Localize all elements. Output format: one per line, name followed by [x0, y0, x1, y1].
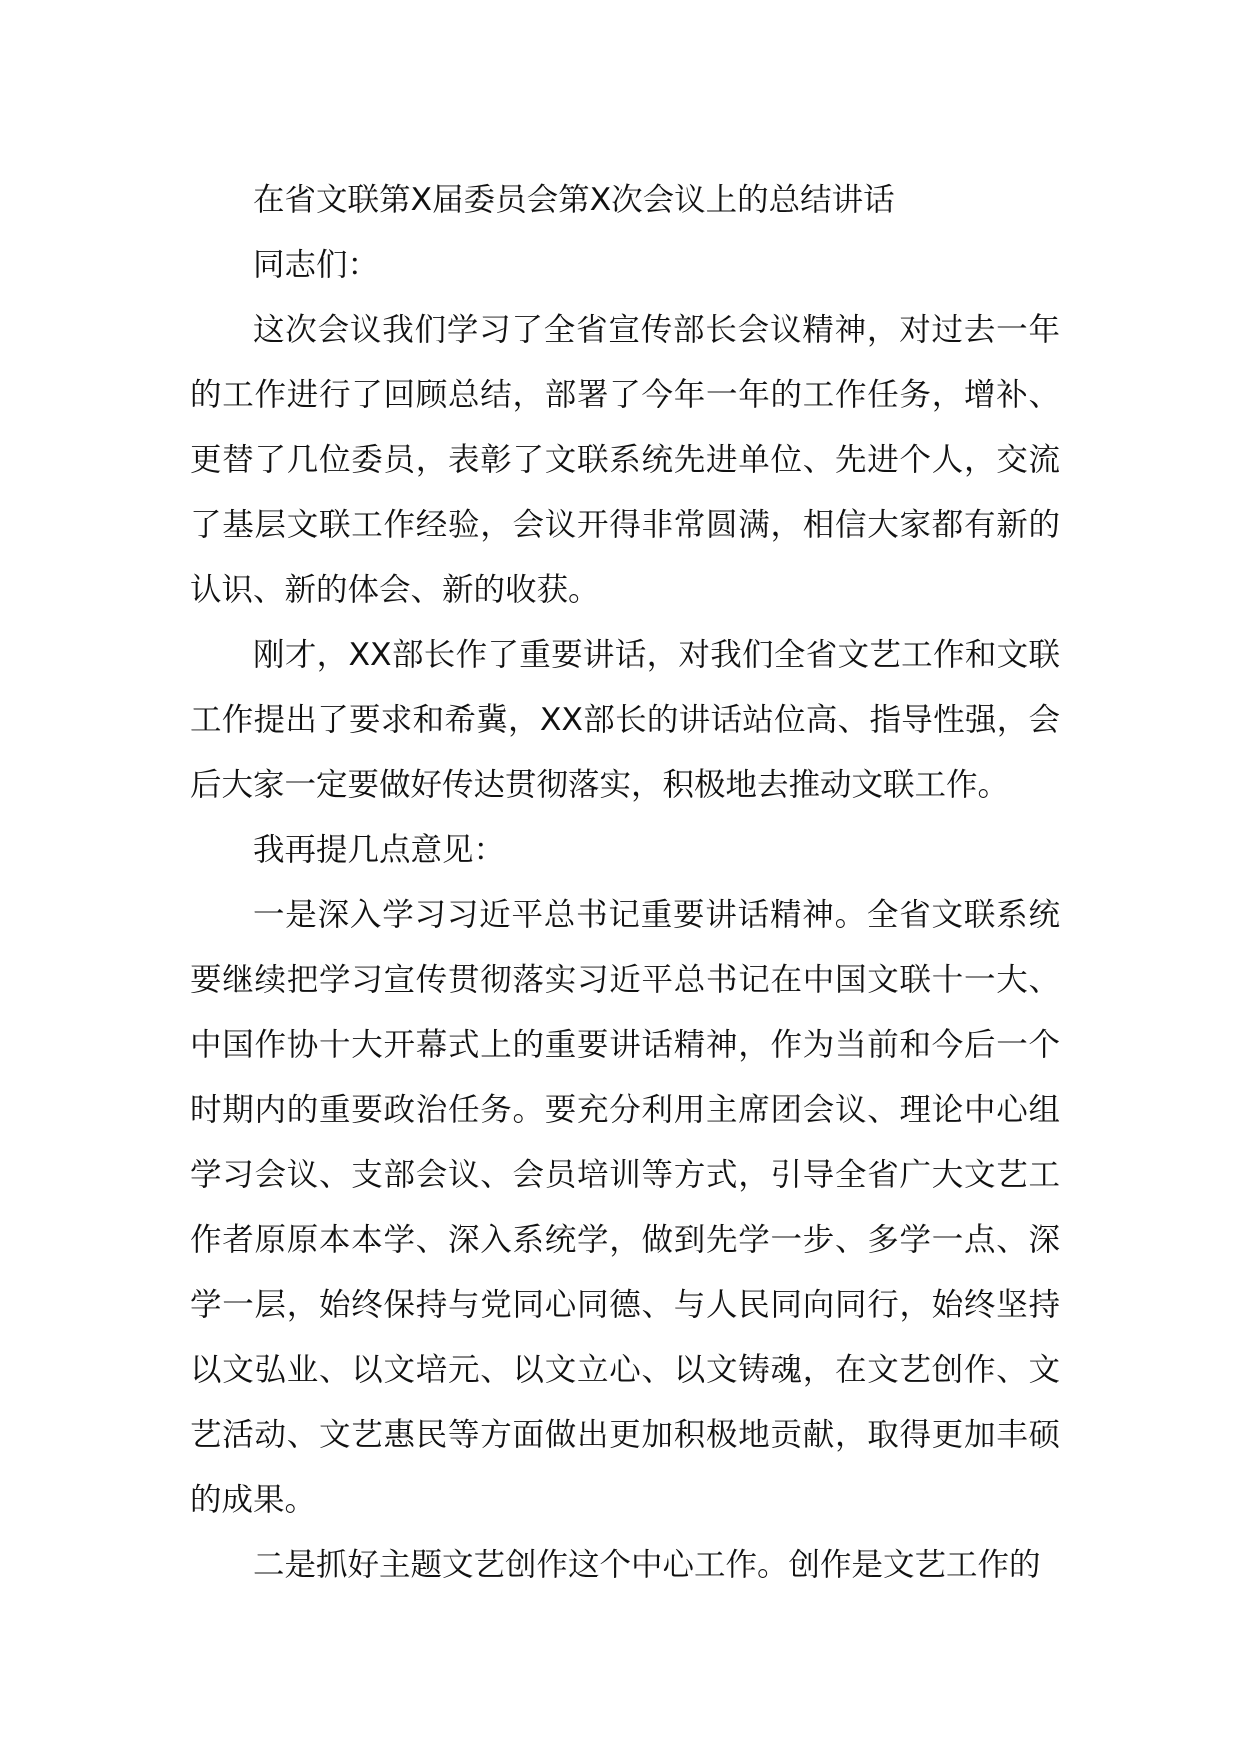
salutation: 同志们： [253, 247, 380, 283]
paragraph-2: 刚才，XX部长作了重要讲话，对我们全省文艺工作和文联工作提出了要求和希冀，XX部长的讲话站位高、指导性强，会后大家一定要做好传达贯彻落实，积极地去推动文联工作。 [190, 637, 1060, 803]
document-title: 在省文联第X届委员会第X次会议上的总结讲话 [253, 182, 895, 218]
paragraph-3: 我再提几点意见： [253, 832, 506, 868]
paragraph-1: 这次会议我们学习了全省宣传部长会议精神，对过去一年的工作进行了回顾总结，部署了今年一年的工作任务，增补、更替了几位委员，表彰了文联系统先进单位、先进个人，交流了基层文联工作经验，会议开得非常圆满，相信大家都有新的认识、新的体会、新的收获。 [190, 312, 1060, 608]
document-body [190, 168, 1060, 1598]
paragraph-4: 一是深入学习习近平总书记重要讲话精神。全省文联系统要继续把学习宣传贯彻落实习近平总书记在中国文联十一大、中国作协十大开幕式上的重要讲话精神，作为当前和今后一个时期内的重要政治任务。要充分利用主席团会议、理论中心组学习会议、支部会议、会员培训等方式，引导全省广大文艺工作者原原本本学、深入系统学，做到先学一步、多学一点、深学一层，始终保持与党同心同德、与人民同向同行，始终坚持以文弘业、以文培元、以文立心、以文铸魂，在文艺创作、文艺活动、文艺惠民等方面做出更加积极地贡献，取得更加丰硕的成果。 [190, 897, 1060, 1518]
paragraph-5: 二是抓好主题文艺创作这个中心工作。创作是文艺工作的 [253, 1547, 1041, 1583]
